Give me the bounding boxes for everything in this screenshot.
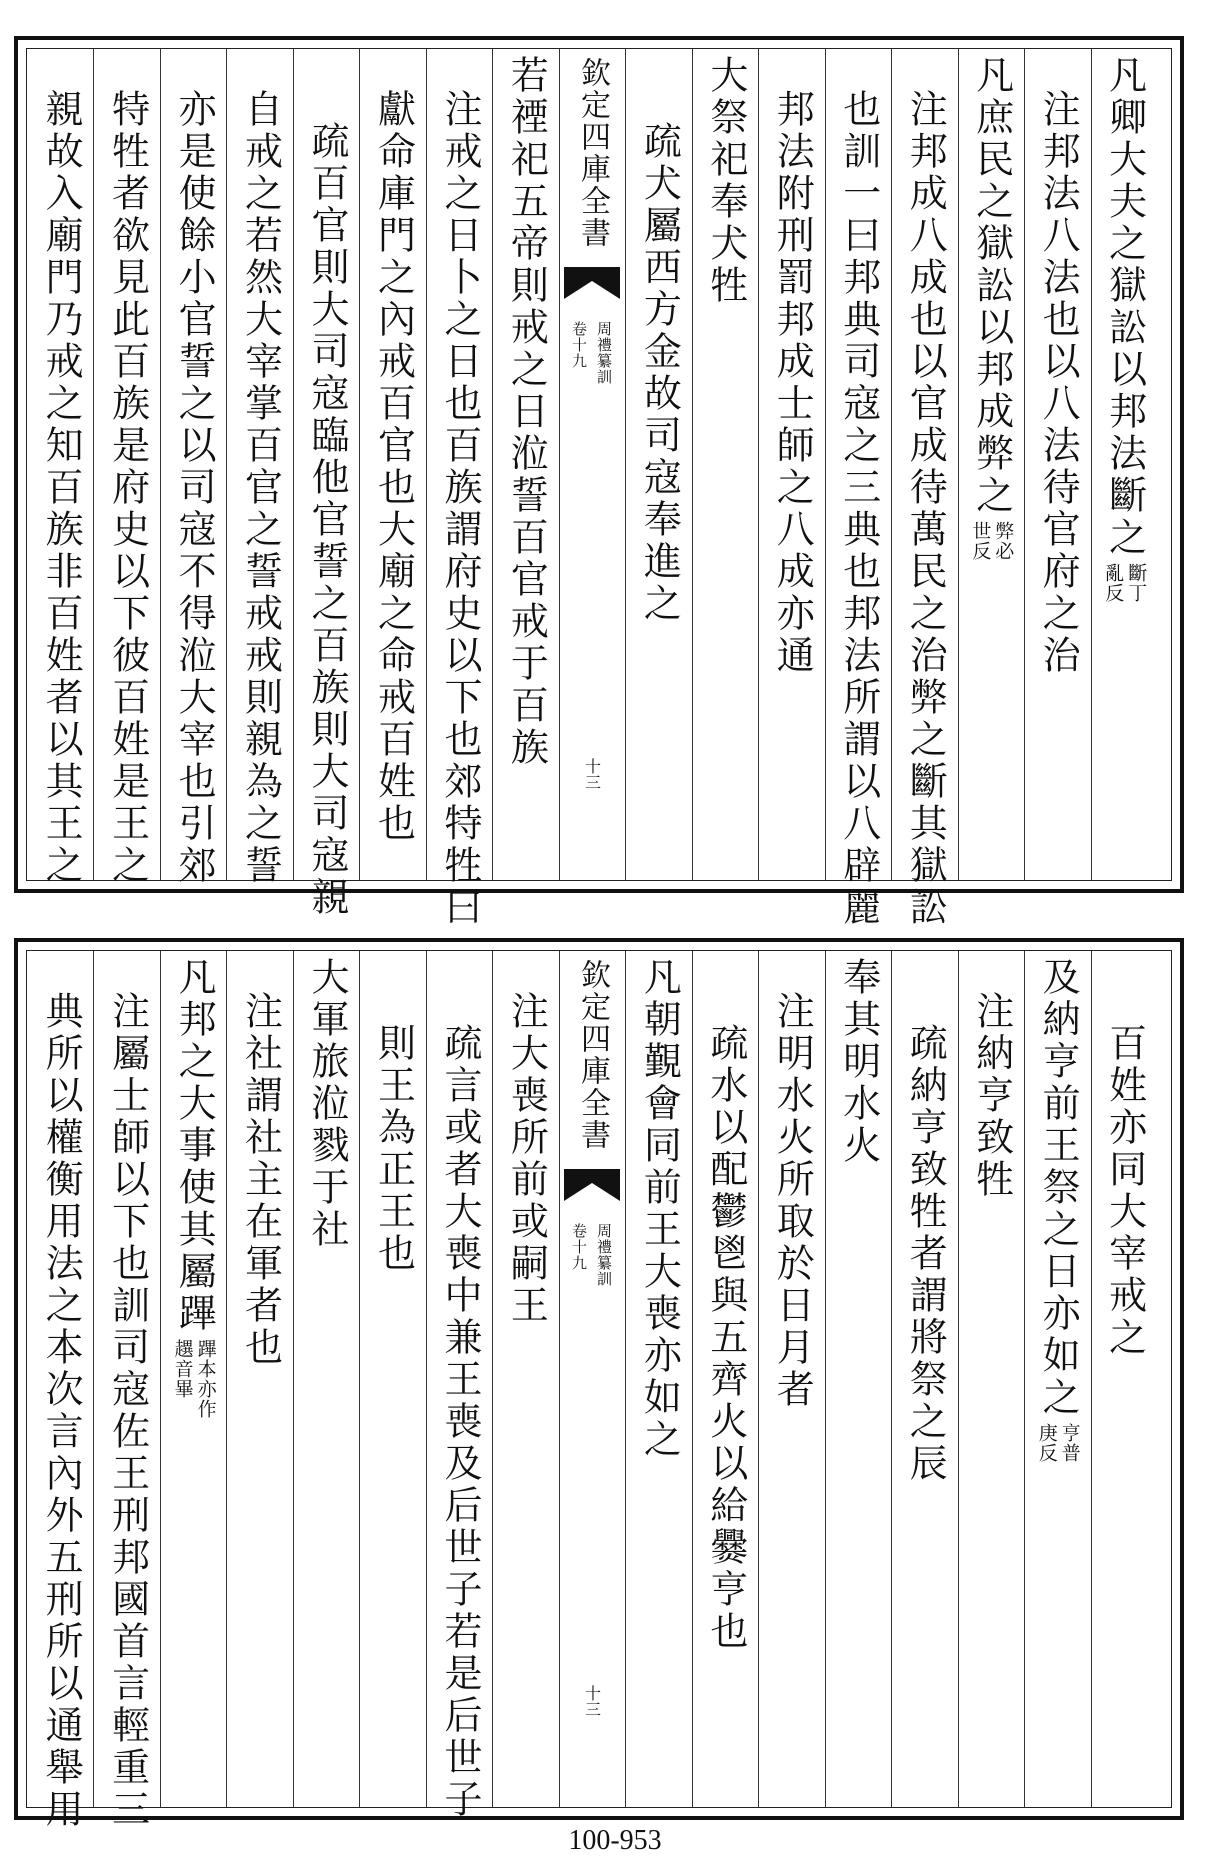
- book-title: 周禮纂訓: [594, 1223, 613, 1287]
- column-text: 百姓亦同大宰戒之: [1102, 1023, 1147, 1359]
- fishtail-mark-icon: [562, 263, 622, 303]
- column-text: 注社謂社主在軍者也: [238, 991, 283, 1369]
- text-column: [958, 957, 1024, 1801]
- column-text: 大軍旅涖戮于社: [305, 957, 349, 1251]
- text-column: [758, 55, 824, 874]
- column-text: 注納亨致牲: [969, 991, 1014, 1201]
- column-text: 若禋祀五帝則戒之日涖誓百官戒于百族: [504, 55, 549, 769]
- column-text: 凡邦之大事使其屬蹕: [172, 957, 217, 1335]
- text-column: [27, 957, 93, 1831]
- column-text: 自戒之若然大宰掌百官之誓戒戒則親為之誓: [238, 89, 283, 887]
- column-text: 凡庶民之獄訟以邦成弊之: [969, 55, 1014, 517]
- text-column: [958, 55, 1024, 874]
- text-column: [359, 957, 425, 1801]
- column-text: 特牲者欲見此百族是府史以下彼百姓是王之: [105, 89, 150, 887]
- page-number: 100-953: [568, 1825, 662, 1856]
- text-column: [160, 55, 226, 887]
- column-text: 親故入廟門乃戒之知百族非百姓者以其王之: [39, 89, 84, 887]
- text-column: [492, 957, 558, 1801]
- leaf-number: 十三: [582, 1685, 602, 1717]
- column-text: 注戒之日卜之日也百族謂府史以下也郊特牲曰: [437, 89, 482, 929]
- column-text: 獻命庫門之內戒百官也大廟之命戒百姓也: [371, 89, 416, 845]
- text-column: [825, 957, 891, 1801]
- pronunciation-note: 弊必: [992, 521, 1015, 561]
- text-column: [93, 55, 159, 887]
- pronunciation-note: 亂反: [1102, 563, 1125, 603]
- column-text: 典所以權衡用法之本次言內外五刑所以通舉用: [39, 991, 84, 1831]
- text-column: [293, 957, 359, 1801]
- text-column: [891, 55, 957, 929]
- text-column: [27, 55, 93, 887]
- text-column: [1024, 957, 1090, 1801]
- column-text: 疏水以配鬱鬯與五齊火以給爨亨也: [703, 1023, 748, 1653]
- column-text: 注屬士師以下也訓司寇佐王刑邦國首言輕重三: [105, 991, 150, 1831]
- column-text: 注大喪所前或嗣王: [504, 991, 549, 1327]
- library-title: 欽定四庫全書: [574, 57, 610, 249]
- page-bottom: [14, 938, 1184, 1831]
- page-top-frame: [26, 48, 1172, 929]
- pronunciation-note: 庚反: [1035, 1423, 1058, 1463]
- text-column: [160, 957, 226, 1801]
- column-text: 邦法附刑罰邦成士師之八成亦通: [770, 89, 815, 677]
- text-column: [492, 55, 558, 874]
- column-text: 凡朝覲會同前王大喪亦如之: [637, 957, 682, 1461]
- text-column: [226, 55, 292, 887]
- text-column: [426, 55, 492, 929]
- column-text: 注邦法八法也以八法待官府之治: [1036, 89, 1081, 677]
- text-column: [692, 957, 758, 1801]
- text-column: [1091, 957, 1157, 1801]
- text-column: [1091, 55, 1157, 874]
- column-text: 大祭祀奉犬牲: [703, 55, 748, 307]
- column-text: 疏納亨致牲者謂將祭之辰: [903, 1023, 948, 1485]
- leaf-number: 十三: [582, 758, 602, 790]
- column-text: 亦是使餘小官誓之以司寇不得涖大宰也引郊: [172, 89, 217, 887]
- text-column: [891, 957, 957, 1801]
- page-top: [14, 36, 1184, 929]
- text-column: [93, 957, 159, 1831]
- page-bottom-frame: [26, 950, 1172, 1831]
- text-column: [359, 55, 425, 874]
- pronunciation-note: 趩音畢: [171, 1339, 194, 1399]
- volume-label: 卷十九: [569, 1223, 588, 1271]
- volume-label: 卷十九: [569, 321, 588, 369]
- column-text: 注明水火所取於日月者: [770, 991, 815, 1411]
- column-text: 及納亨前王祭之日亦如之: [1036, 957, 1081, 1419]
- text-column: [1024, 55, 1090, 874]
- text-column: [293, 55, 359, 919]
- fishtail-mark-icon: [562, 1165, 622, 1205]
- column-text: 疏犬屬西方金故司寇奉進之: [637, 121, 682, 625]
- text-column: [825, 55, 891, 929]
- column-text: 也訓一曰邦典司寇之三典也邦法所謂以八辟麗: [836, 89, 881, 929]
- pronunciation-note: 亨普: [1058, 1423, 1081, 1463]
- column-text: 注邦成八成也以官成待萬民之治弊之斷其獄訟: [903, 89, 948, 929]
- pronunciation-note: 斷丁: [1125, 563, 1148, 603]
- text-column: [226, 957, 292, 1801]
- text-column: [625, 957, 691, 1801]
- column-text: 則王為正王也: [371, 1023, 416, 1275]
- text-column: [692, 55, 758, 874]
- text-column: [625, 55, 691, 874]
- column-text: 凡卿大夫之獄訟以邦法斷之: [1102, 55, 1147, 559]
- text-column: [426, 957, 492, 1821]
- center-fold: [559, 49, 625, 880]
- pronunciation-note: 蹕本亦作: [194, 1339, 217, 1419]
- center-fold: [559, 951, 625, 1807]
- column-text: 奉其明水火: [836, 957, 881, 1167]
- library-title: 欽定四庫全書: [574, 959, 610, 1151]
- text-column: [758, 957, 824, 1801]
- column-text: 疏言或者大喪中兼王喪及后世子若是后世子: [437, 1023, 482, 1821]
- book-title: 周禮纂訓: [594, 321, 613, 385]
- column-text: 疏百官則大司寇臨他官誓之百族則大司寇親: [305, 121, 349, 919]
- pronunciation-note: 世反: [969, 521, 992, 561]
